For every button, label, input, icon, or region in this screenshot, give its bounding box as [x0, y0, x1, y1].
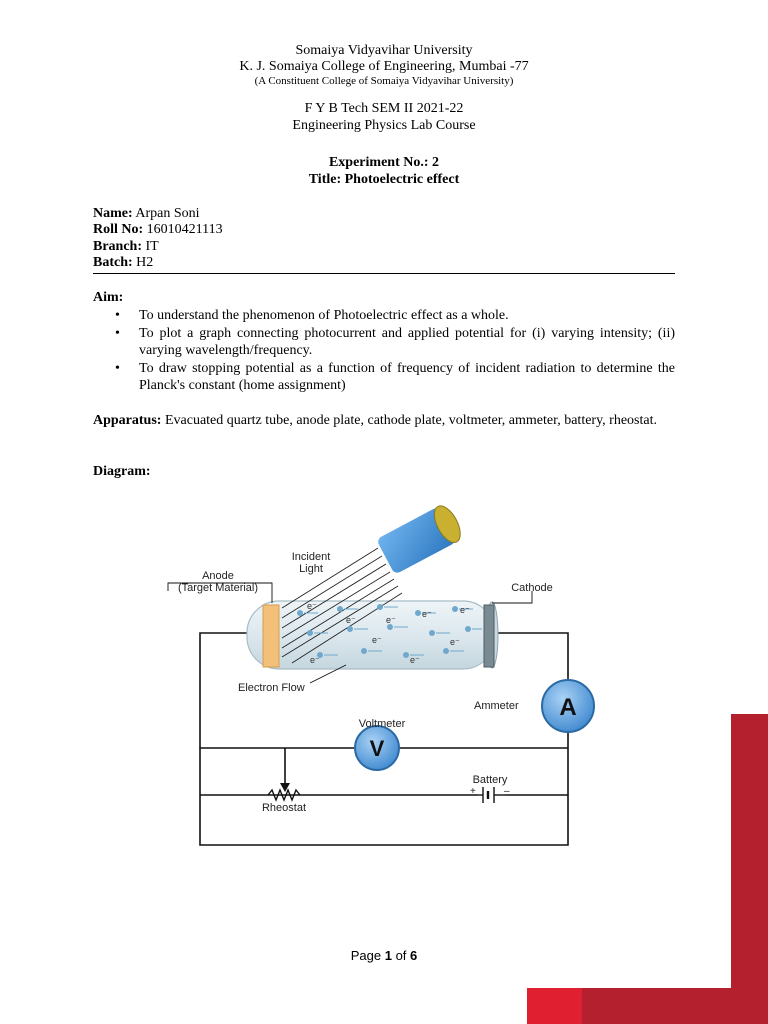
svg-text:e⁻: e⁻ [410, 655, 420, 665]
photoelectric-diagram [150, 505, 620, 850]
list-item: • To plot a graph connecting photocurrent and applied potential for (i) varying intensity; (ii) varying wavelength/frequency. [115, 326, 675, 358]
battery-icon [478, 787, 505, 803]
student-roll [93, 222, 223, 238]
aim-heading: Aim: [93, 290, 124, 305]
experiment-number: Experiment No.: 2 [328, 155, 440, 170]
svg-text:e⁻: e⁻ [460, 605, 470, 615]
voltmeter-label: Voltmeter [358, 718, 406, 730]
branch-value: IT [142, 239, 159, 254]
student-branch [93, 239, 159, 255]
list-item: • To understand the phenomenon of Photoelectric effect as a whole. [115, 308, 509, 323]
voltmeter-symbol: V [369, 736, 385, 761]
bullet-icon: • [115, 308, 120, 323]
svg-text:e⁻: e⁻ [310, 655, 320, 665]
svg-text:e⁻: e⁻ [422, 609, 432, 619]
list-item: • To draw stopping potential as a function of frequency of incident radiation to determine the Planck's constant (home assignment) [115, 361, 675, 393]
battery-plus: + [470, 786, 476, 797]
page-total: 6 [410, 948, 418, 963]
apparatus-paragraph [93, 412, 675, 429]
constituent-note: (A Constituent College of Somaiya Vidyavihar University) [254, 75, 514, 87]
diagram-heading: Diagram: [93, 464, 151, 479]
university-name: Somaiya Vidyavihar University [295, 43, 473, 58]
anode-label-2: (Target Material) [177, 582, 259, 594]
electron-flow-label: Electron Flow [238, 682, 305, 694]
incident-light-label-2: Light [299, 563, 323, 575]
cathode-label: Cathode [511, 582, 553, 594]
experiment-title: Title: Photoelectric effect [308, 172, 460, 187]
roll-label: Roll No: [93, 222, 144, 237]
battery-label: Battery [472, 774, 508, 786]
bullet-icon: • [115, 326, 120, 341]
rheostat-label: Rheostat [261, 802, 307, 814]
batch-value: H2 [132, 255, 154, 270]
cathode-plate [484, 605, 494, 667]
aim-list [93, 307, 675, 395]
brand-bar-vertical [731, 714, 768, 1024]
course-line: Engineering Physics Lab Course [292, 118, 476, 133]
incident-light-label-1: Incident [291, 551, 331, 563]
brand-bar-accent [527, 988, 582, 1024]
page-footer: Page 1 of 6 [350, 948, 418, 963]
light-source [376, 505, 465, 575]
ammeter-label: Ammeter [474, 700, 519, 712]
program-line: F Y B Tech SEM II 2021-22 [304, 101, 464, 116]
batch-label: Batch: [93, 255, 133, 270]
apparatus-text: Evacuated quartz tube, anode plate, cathode plate, voltmeter, ammeter, battery, rheostat. [161, 413, 657, 428]
apparatus-label: Apparatus: [93, 413, 162, 428]
roll-value: 16010421113 [143, 222, 223, 237]
svg-text:e⁻: e⁻ [307, 601, 317, 611]
svg-text:e⁻: e⁻ [346, 615, 356, 625]
anode-label-1: Anode [202, 570, 234, 582]
student-name [93, 206, 200, 222]
ammeter-symbol: A [559, 694, 577, 721]
name-label: Name: [93, 206, 133, 221]
section-divider [93, 273, 675, 274]
branch-label: Branch: [93, 239, 142, 254]
page-current: 1 [384, 948, 392, 963]
svg-text:e⁻: e⁻ [450, 637, 460, 647]
battery-minus: – [504, 786, 510, 797]
student-batch [93, 255, 153, 271]
college-name: K. J. Somaiya College of Engineering, Mumbai -77 [239, 59, 529, 74]
name-value: Arpan Soni [132, 206, 200, 221]
svg-text:e⁻: e⁻ [386, 615, 396, 625]
svg-text:e⁻: e⁻ [372, 635, 382, 645]
bullet-icon: • [115, 361, 120, 376]
anode-plate [263, 605, 279, 667]
